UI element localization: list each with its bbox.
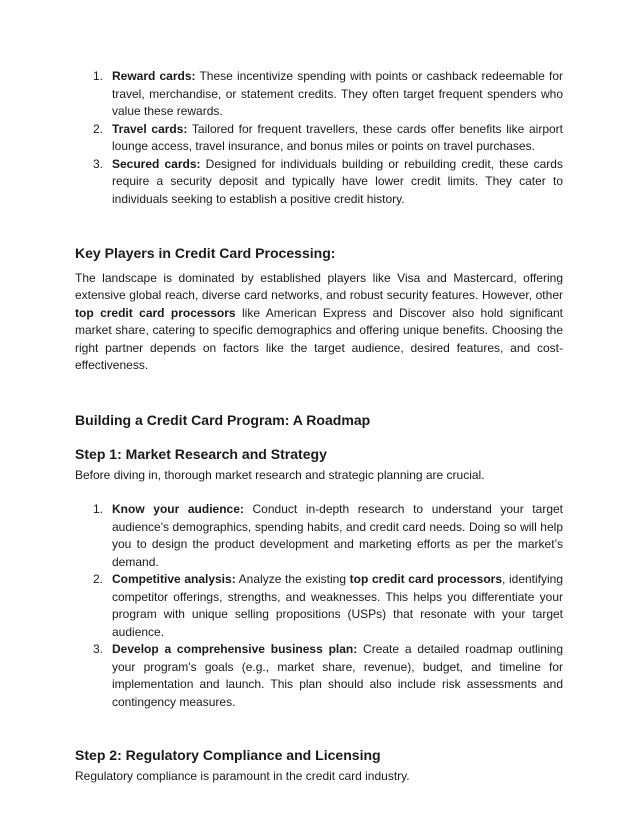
list-item-text: Tailored for frequent travellers, these cards offer benefits like airport lounge access, travel insurance, and bonus miles or points on travel purchases. — [112, 121, 563, 153]
paragraph-text: like American Express and Discover also hold significant market share, catering to specific demographics and offering unique benefits. Choosing the right partner depends on factors like the target audience, desired features, and cost-effectiveness. — [75, 305, 563, 372]
list-item-lead: Secured cards: — [112, 156, 201, 171]
list-item-lead: Reward cards: — [112, 69, 196, 83]
list-item — [75, 68, 563, 121]
list-number: 3. — [93, 642, 104, 656]
list-item-lead: Develop a comprehensive business plan: — [112, 642, 358, 656]
card-types-list — [75, 68, 563, 208]
list-item-text: These incentivize spending with points or cashback redeemable for travel, merchandise, or statement credits. They often target frequent spenders who value these rewards. — [112, 69, 563, 118]
paragraph-text: The landscape is dominated by established players like Visa and Mastercard, offering extensive global reach, diverse card networks, and robust security features. However, other — [75, 270, 563, 302]
list-item — [75, 501, 563, 571]
list-number: 1. — [93, 502, 104, 516]
step1-heading: Step 1: Market Research and Strategy — [75, 446, 327, 462]
list-number: 1. — [93, 69, 104, 83]
list-item-text: Analyze the existing — [235, 572, 350, 586]
step1-list — [75, 501, 563, 711]
list-item — [75, 641, 563, 711]
step2-intro: Regulatory compliance is paramount in the credit card industry. — [75, 768, 410, 783]
highlight-text: top credit card processors — [349, 572, 502, 586]
step2-heading: Step 2: Regulatory Compliance and Licensing — [75, 747, 381, 763]
list-number: 2. — [93, 121, 104, 136]
list-item — [75, 571, 563, 641]
document-content — [75, 68, 563, 785]
key-players-paragraph — [75, 270, 563, 375]
list-item-lead: Know your audience: — [112, 502, 244, 516]
key-players-heading: Key Players in Credit Card Processing: — [75, 245, 336, 261]
highlight-text: top credit card processors — [75, 305, 236, 320]
list-item-text: Designed for individuals building or rebuilding credit, these cards require a security deposit and typically have lower credit limits. They cater to individuals seeking to establish a positive credit history. — [112, 156, 563, 206]
list-item-text: , identifying competitor offerings, strengths, and weaknesses. This helps you differentiate your program with unique selling propositions (USPs) that resonate with your target audience. — [112, 572, 564, 639]
step1-intro: Before diving in, thorough market research and strategic planning are crucial. — [75, 467, 485, 482]
list-item — [75, 156, 563, 209]
list-item-text: Conduct in-depth research to understand your target audience's demographics, spending habits, and credit card needs. Doing so will help you to design the product development and marketing efforts as per the market’s demand. — [112, 502, 563, 569]
list-number: 2. — [93, 572, 104, 586]
list-item-lead: Competitive analysis: — [112, 572, 236, 586]
list-item — [75, 121, 563, 156]
list-item-lead: Travel cards: — [112, 121, 188, 136]
list-number: 3. — [93, 156, 104, 171]
roadmap-heading: Building a Credit Card Program: A Roadmap — [75, 411, 371, 428]
list-item-text: Create a detailed roadmap outlining your program's goals (e.g., market share, revenue), budget, and timeline for implementation and launch. This plan should also include risk assessments and contingency measures. — [112, 642, 563, 709]
